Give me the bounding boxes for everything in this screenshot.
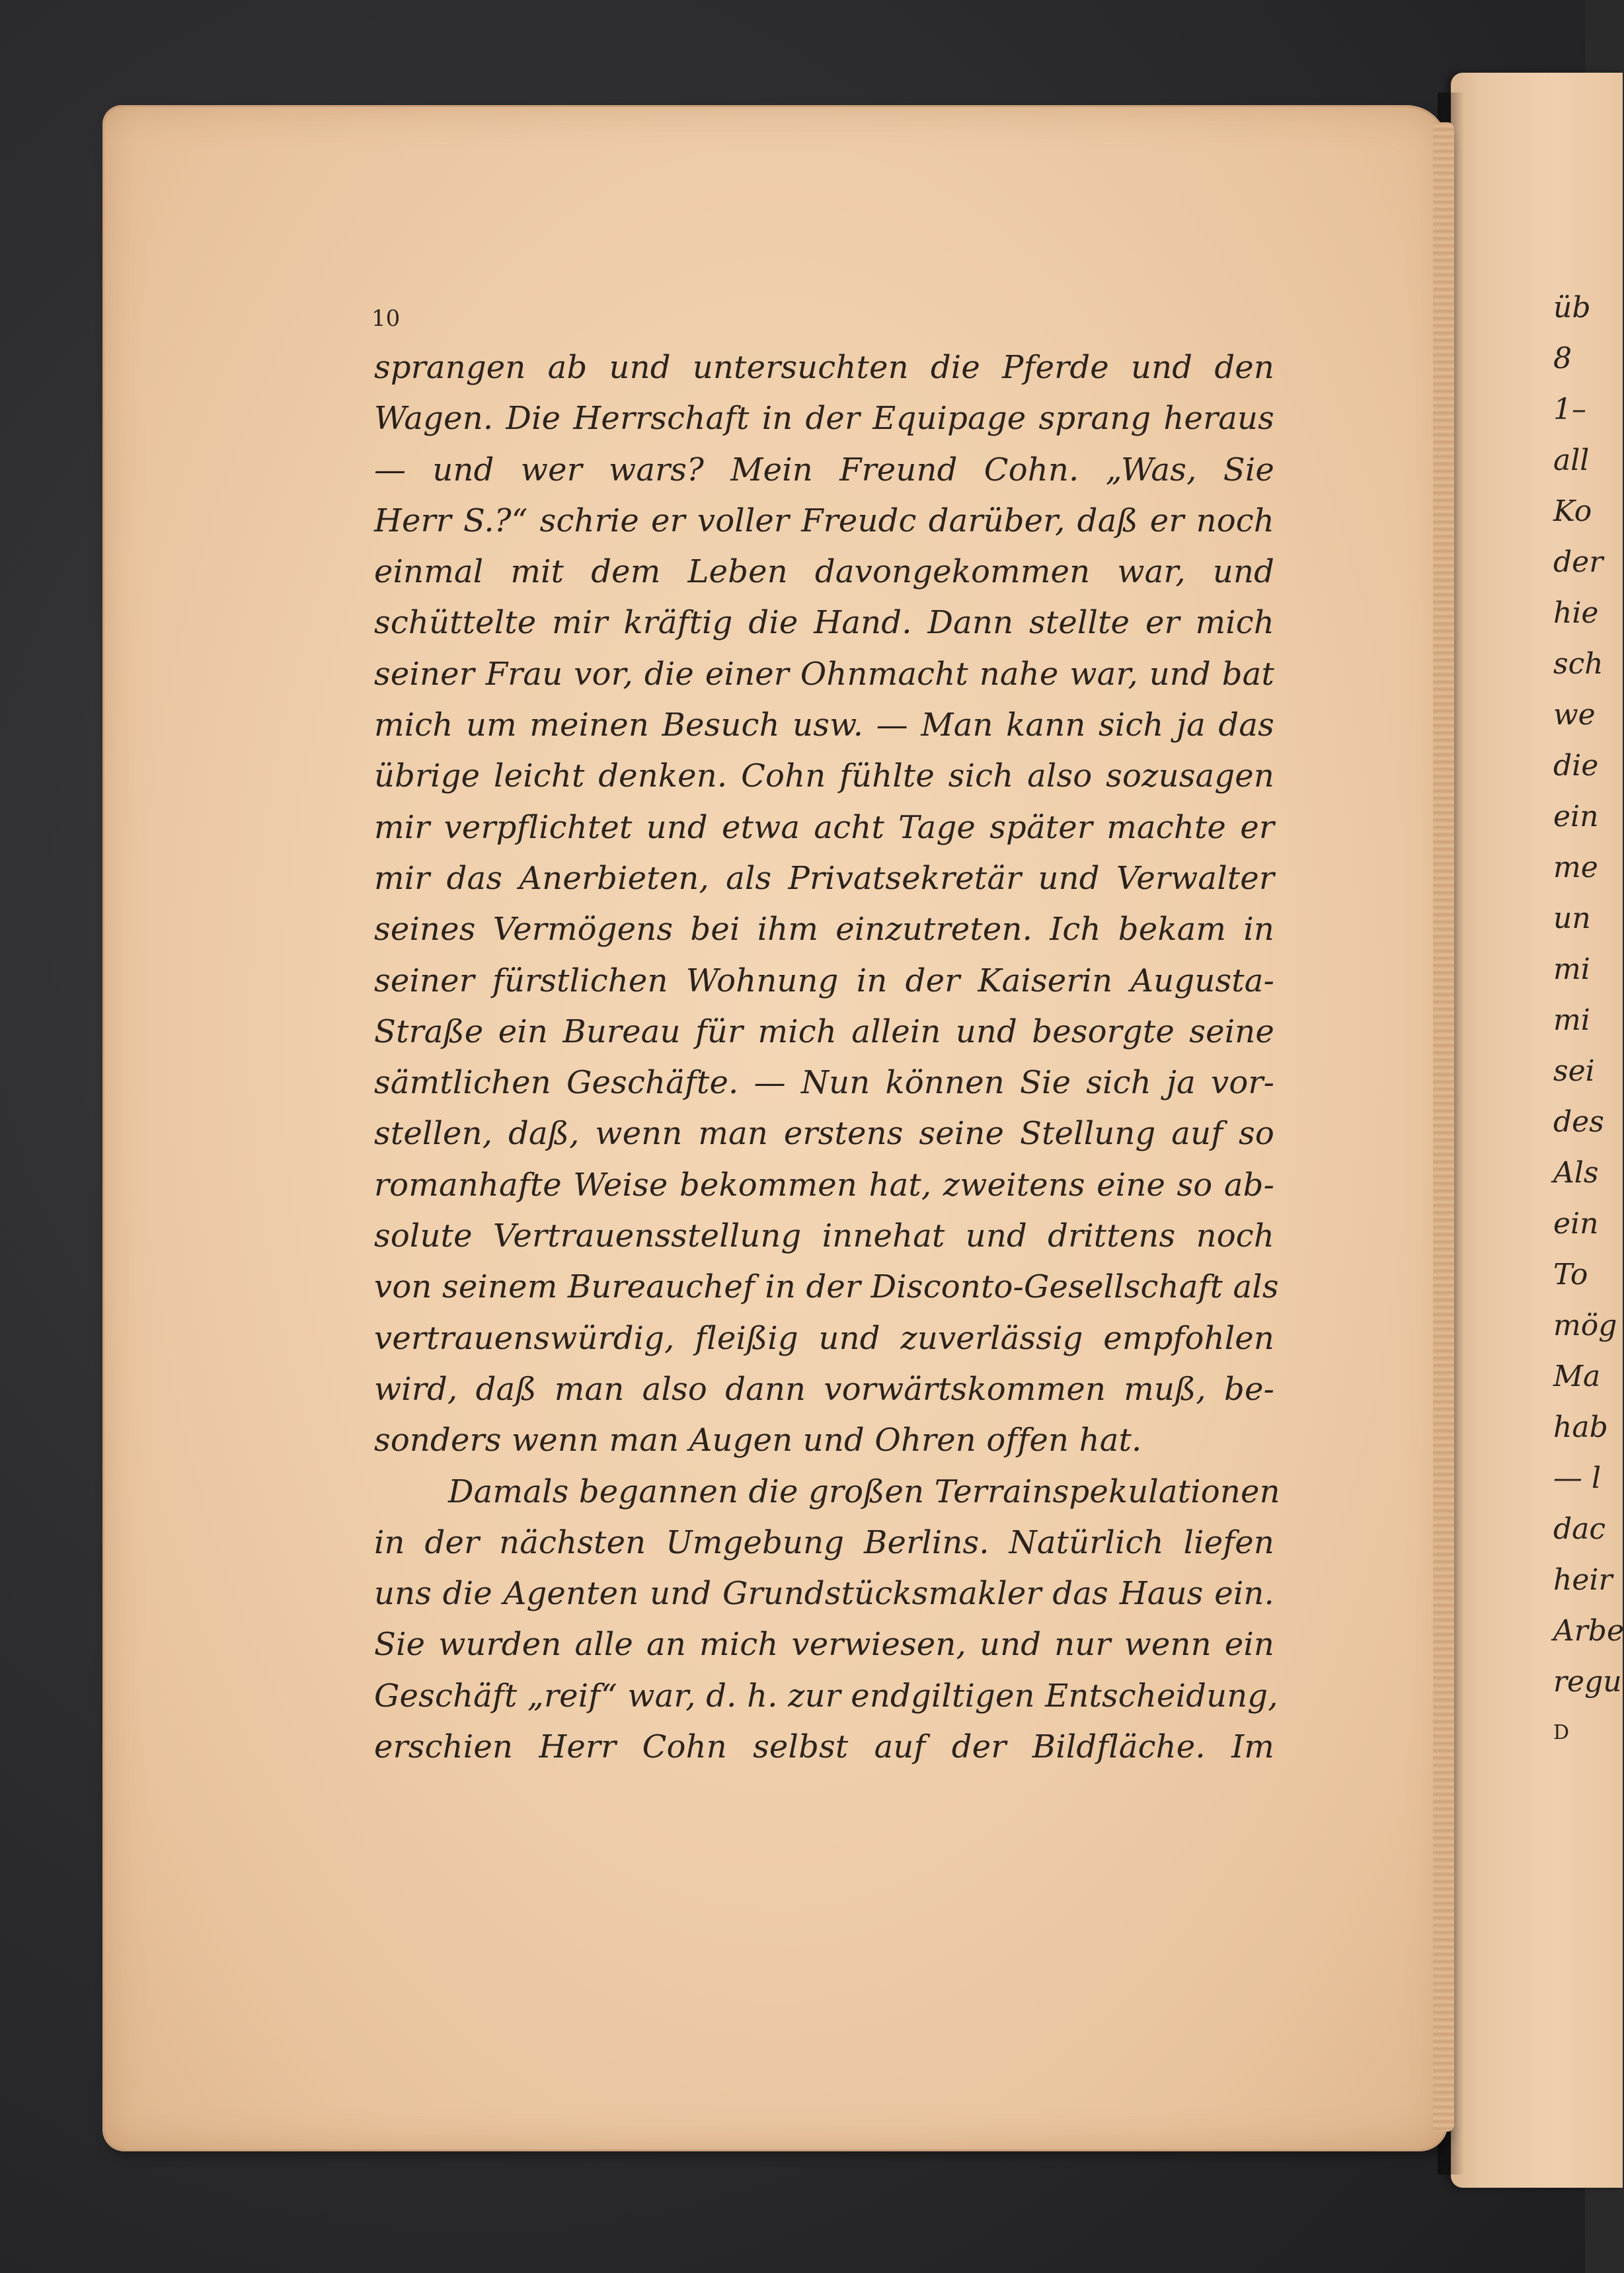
- text-line: uns die Agenten und Grundstücksmakler das Haus ein.: [374, 1575, 1274, 1613]
- facing-page-fragment: we: [1553, 698, 1596, 732]
- facing-page-fragment: dac: [1553, 1512, 1606, 1546]
- text-line: in der nächsten Umgebung Berlins. Natürlich liefen: [374, 1523, 1274, 1561]
- text-line: seiner fürstlichen Wohnung in der Kaiserin Augusta-: [374, 962, 1274, 999]
- facing-page-fragment: Ko: [1553, 494, 1592, 528]
- facing-page-fragment: Arbe: [1553, 1614, 1624, 1648]
- facing-page-fragment: mi: [1553, 952, 1590, 986]
- facing-page-fragment: mög: [1553, 1309, 1617, 1342]
- facing-page-fragment: D: [1553, 1721, 1570, 1744]
- facing-page-fragment: hab: [1553, 1410, 1608, 1444]
- facing-page-fragment: hie: [1553, 596, 1599, 630]
- text-line: seiner Frau vor, die einer Ohnmacht nahe war, und bat: [374, 655, 1274, 693]
- text-line: mich um meinen Besuch usw. — Man kann sich ja das: [374, 707, 1274, 744]
- facing-page-fragment: me: [1553, 851, 1598, 884]
- facing-page-fragment: ein: [1553, 1207, 1599, 1241]
- facing-page-fragment: mi: [1553, 1003, 1590, 1037]
- text-line: übrige leicht denken. Cohn fühlte sich also sozusagen: [374, 757, 1274, 795]
- facing-page-fragment: heir: [1553, 1563, 1613, 1597]
- text-line: sämtlichen Geschäfte. — Nun können Sie sich ja vor-: [374, 1064, 1274, 1102]
- facing-page-fragment: üb: [1553, 291, 1591, 325]
- facing-page-fragment: ein: [1553, 800, 1599, 833]
- text-line: Herr S.?“ schrie er voller Freudc darüber, daß er noch: [374, 502, 1274, 539]
- facing-page-fragment: des: [1553, 1105, 1604, 1139]
- text-line: Straße ein Bureau für mich allein und besorgte seine: [374, 1013, 1274, 1050]
- text-line: solute Vertrauensstellung innehat und drittens noch: [374, 1217, 1274, 1255]
- text-line: sprangen ab und untersuchten die Pferde und den: [374, 349, 1274, 386]
- facing-page-fragment: 8: [1553, 342, 1572, 375]
- text-line: seines Vermögens bei ihm einzutreten. Ich bekam in: [374, 911, 1274, 948]
- text-line: mir das Anerbieten, als Privatsekretär und Verwalter: [374, 859, 1274, 897]
- text-line: sonders wenn man Augen und Ohren offen hat.: [374, 1422, 1142, 1459]
- facing-page-fragment: To: [1553, 1258, 1588, 1291]
- text-line: stellen, daß, wenn man erstens seine Stellung auf so: [374, 1115, 1274, 1153]
- facing-page-fragment: regu: [1553, 1665, 1622, 1699]
- facing-page-fragment: — l: [1553, 1461, 1602, 1495]
- text-line: vertrauenswürdig, fleißig und zuverlässig empfohlen: [374, 1319, 1274, 1357]
- text-line: Damals begannen die großen Terrainspekulationen: [448, 1473, 1280, 1510]
- text-line: Sie wurden alle an mich verwiesen, und nur wenn ein: [374, 1626, 1274, 1664]
- text-line: romanhafte Weise bekommen hat, zweitens eine so ab-: [374, 1166, 1274, 1204]
- body-text: [374, 342, 1280, 1773]
- page-edge: [1433, 122, 1454, 2132]
- facing-page-fragment: all: [1553, 443, 1590, 477]
- text-line: Geschäft „reif“ war, d. h. zur endgiltigen Entscheidung,: [374, 1677, 1278, 1714]
- facing-page-fragment: Als: [1553, 1156, 1599, 1190]
- text-line: Wagen. Die Herrschaft in der Equipage sprang heraus: [374, 400, 1274, 438]
- text-line: mir verpflichtet und etwa acht Tage später machte er: [374, 808, 1274, 846]
- text-line: einmal mit dem Leben davongekommen war, und: [374, 553, 1274, 591]
- text-line: von seinem Bureauchef in der Disconto-Gesellschaft als: [374, 1268, 1279, 1306]
- text-line: schüttelte mir kräftig die Hand. Dann stellte er mich: [374, 604, 1274, 642]
- text-line: wird, daß man also dann vorwärtskommen muß, be-: [374, 1370, 1274, 1408]
- facing-page-fragment: 1–: [1553, 393, 1586, 426]
- facing-page-fragment: sei: [1553, 1054, 1595, 1088]
- facing-page: [1451, 73, 1623, 2188]
- facing-page-fragment: un: [1553, 902, 1591, 935]
- page-number: 10: [371, 305, 401, 332]
- text-line: erschien Herr Cohn selbst auf der Bildfläche. Im: [374, 1728, 1274, 1766]
- text-line: — und wer wars? Mein Freund Cohn. „Was, Sie: [374, 451, 1274, 488]
- facing-page-fragment: sch: [1553, 647, 1604, 681]
- facing-page-fragment: die: [1553, 749, 1599, 783]
- facing-page-fragment: Ma: [1553, 1360, 1601, 1393]
- facing-page-fragment: der: [1553, 545, 1604, 579]
